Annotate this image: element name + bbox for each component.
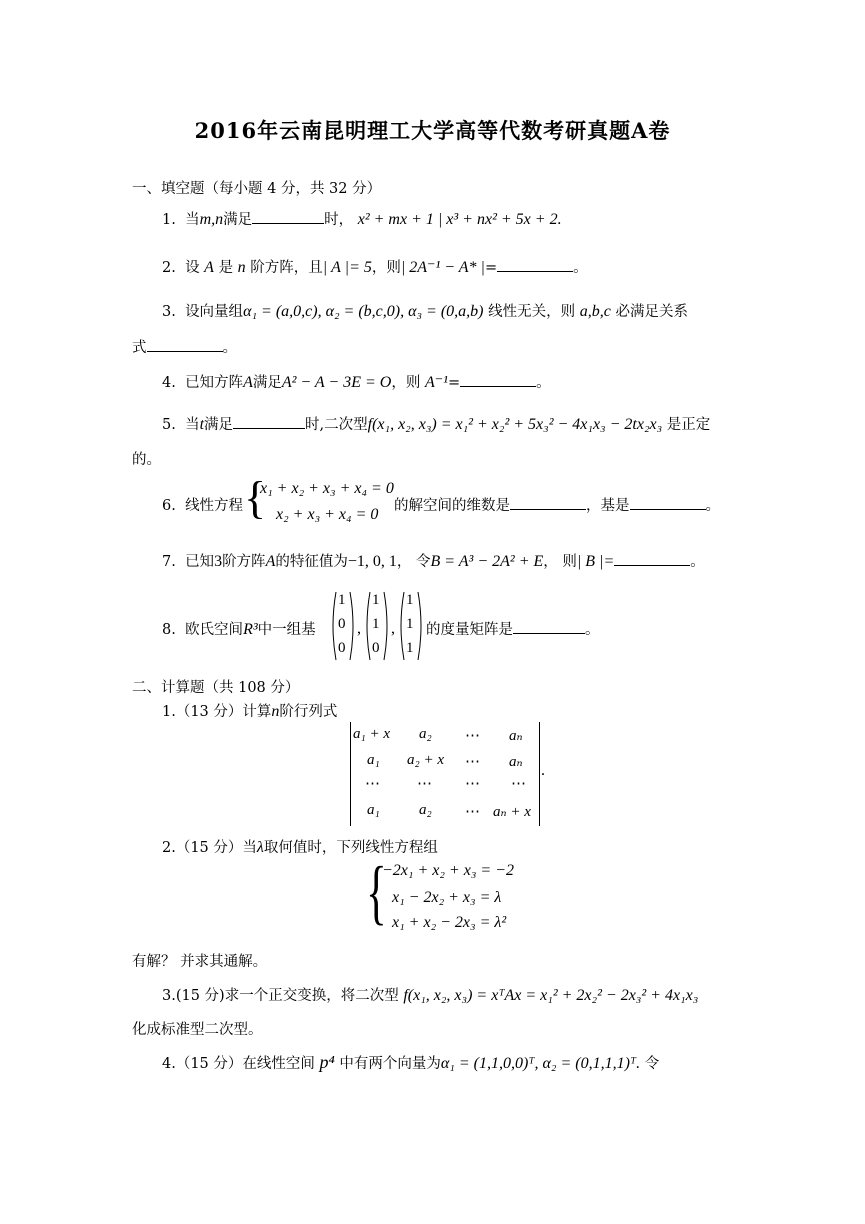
vector-entry: 1 bbox=[406, 640, 414, 656]
question-1-4: 4. 已知方阵A满足A² − A − 3E = O，则 A⁻¹= 。 bbox=[162, 374, 551, 391]
answer-blank bbox=[460, 372, 536, 387]
vector-entry: 0 bbox=[338, 640, 346, 656]
answer-blank bbox=[252, 209, 324, 224]
period: . bbox=[541, 762, 545, 779]
det-cell: a₂ + x bbox=[407, 752, 444, 768]
vector-entry: 1 bbox=[372, 592, 380, 608]
det-cell: ⋯ bbox=[465, 728, 480, 744]
determinant bbox=[350, 722, 540, 826]
det-cell: ⋯ bbox=[465, 754, 480, 770]
vector-entry: 1 bbox=[372, 616, 380, 632]
det-cell: aₙ bbox=[509, 728, 523, 744]
system-equation-1: x₁ + x₂ + x₃ + x₄ = 0 bbox=[260, 480, 394, 497]
det-cell: ⋯ bbox=[465, 776, 480, 792]
question-2-2: 2.（15 分）当λ取何值时，下列线性方程组 bbox=[162, 839, 438, 856]
det-cell: a₁ bbox=[367, 802, 380, 818]
question-2-4: 4.（15 分）在线性空间 p⁴ 中有两个向量为α₁ = (1,1,0,0)ᵀ, α₂ = (0,1,1,1)ᵀ. 令 bbox=[162, 1052, 660, 1072]
section-heading-fill-in: 一、填空题（每小题 4 分，共 32 分） bbox=[132, 181, 382, 197]
det-cell: aₙ + x bbox=[493, 804, 531, 820]
answer-blank bbox=[147, 337, 223, 352]
det-cell: ⋯ bbox=[465, 804, 480, 820]
question-1-7: 7. 已知3阶方阵A的特征值为−1, 0, 1， 令B = A³ − 2A² + E， 则| B |= 。 bbox=[162, 553, 705, 570]
question-1-6: 6. 线性方程 bbox=[162, 498, 244, 514]
question-1-8: 8. 欧氏空间R³中一组基 bbox=[162, 621, 316, 638]
vector-entry: 1 bbox=[406, 616, 414, 632]
answer-blank bbox=[630, 495, 706, 510]
vector-entry: 0 bbox=[372, 640, 380, 656]
vector-entry: 1 bbox=[406, 592, 414, 608]
question-1-5: 5. 当t满足 时,二次型f(x₁, x₂, x₃) = x₁² + x₂² + 5x₃² − 4x₁x₃ − 2tx₂x₃ 是正定 bbox=[162, 416, 711, 433]
vector-entry: 1 bbox=[338, 592, 346, 608]
det-cell: ⋯ bbox=[417, 776, 432, 792]
det-cell: a₂ bbox=[419, 726, 432, 742]
system-brace: { bbox=[366, 852, 387, 932]
question-2-2-after: 有解？ 并求其通解。 bbox=[132, 954, 268, 970]
system-equation-3: x₁ + x₂ − 2x₃ = λ² bbox=[392, 914, 507, 931]
question-2-3-line2: 化成标准型二次型。 bbox=[132, 1022, 263, 1038]
vector-entry: 0 bbox=[338, 616, 346, 632]
answer-blank bbox=[233, 414, 305, 429]
question-1-2: 2. 设 A 是 n 阶方阵，且| A |= 5，则| 2A⁻¹ − A* |= 。 bbox=[162, 259, 588, 276]
comma: , bbox=[357, 620, 361, 637]
system-brace: { bbox=[244, 472, 267, 523]
det-cell: a₂ bbox=[419, 802, 432, 818]
question-1-3-line2: 式 。 bbox=[132, 336, 237, 357]
question-2-3: 3.(15 分)求一个正交变换，将二次型 f(x₁, x₂, x₃) = xᵀAx = x₁² + 2x₂² − 2x₃² + 4x₁x₃ bbox=[162, 987, 699, 1004]
question-2-1: 1.（13 分）计算n阶行列式 bbox=[162, 703, 338, 720]
basis-vector-2 bbox=[364, 590, 390, 662]
question-1-3: 3. 设向量组α₁ = (a,0,c), α₂ = (b,c,0), α₃ = (0,a,b) 线性无关，则 a,b,c 必满足关系 bbox=[162, 303, 688, 320]
answer-blank bbox=[510, 495, 586, 510]
answer-blank bbox=[614, 551, 690, 566]
system-equation-1: −2x₁ + x₂ + x₃ = −2 bbox=[382, 862, 514, 879]
det-cell: ⋯ bbox=[511, 776, 526, 792]
page-title: 2016年云南昆明理工大学高等代数考研真题A卷 bbox=[194, 118, 671, 143]
det-cell: a₁ + x bbox=[353, 726, 390, 742]
system-equation-2: x₂ + x₃ + x₄ = 0 bbox=[276, 506, 379, 523]
system-equation-2: x₁ − 2x₂ + x₃ = λ bbox=[392, 889, 502, 906]
question-1-5-line2: 的。 bbox=[132, 452, 161, 468]
det-cell: aₙ bbox=[509, 754, 523, 770]
answer-blank bbox=[513, 619, 585, 634]
basis-vector-1 bbox=[330, 590, 356, 662]
question-1-8-tail: 的度量矩阵是 。 bbox=[426, 618, 600, 639]
basis-vector-3 bbox=[398, 590, 424, 662]
det-cell: ⋯ bbox=[365, 776, 380, 792]
section-heading-computation: 二、计算题（共 108 分） bbox=[132, 680, 300, 696]
comma: , bbox=[391, 620, 395, 637]
det-cell: a₁ bbox=[367, 752, 380, 768]
question-1-6-tail: 的解空间的维数是 ，基是 。 bbox=[394, 494, 720, 515]
answer-blank bbox=[497, 257, 573, 272]
question-1-1: 1. 当m,n满足 时， x² + mx + 1 | x³ + nx² + 5x + 2. bbox=[162, 211, 562, 228]
